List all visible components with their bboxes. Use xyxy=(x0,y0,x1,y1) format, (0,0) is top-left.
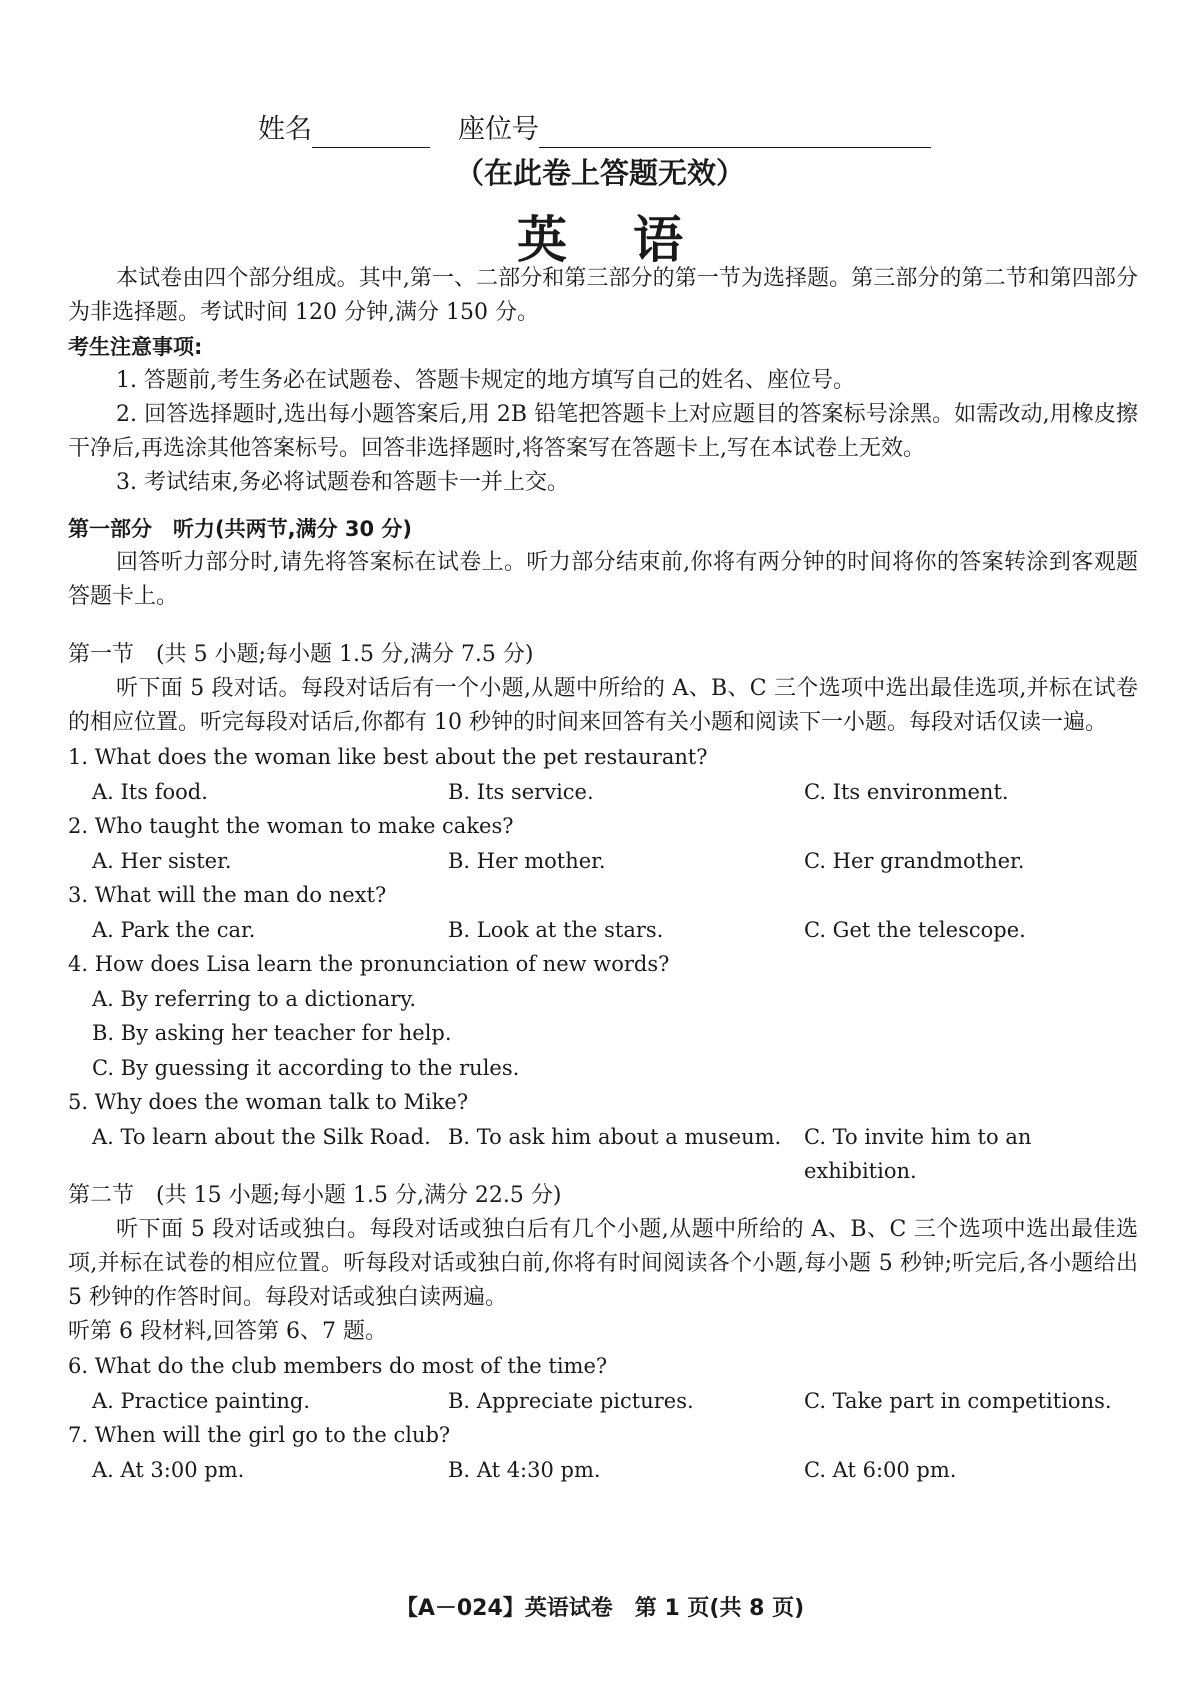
notice-item-3: 3. 考试结束,务必将试题卷和答题卡一并上交。 xyxy=(116,470,569,495)
part1-block xyxy=(68,512,1138,614)
question-6: 6. What do the club members do most of the time? xyxy=(68,1354,608,1378)
intro-paragraph: 本试卷由四个部分组成。其中,第一、二部分和第三部分的第一节为选择题。第三部分的第二节和第四部分为非选择题。考试时间 120 分钟,满分 150 分。 xyxy=(68,266,1138,325)
option-c: C. To invite him to an exhibition. xyxy=(804,1124,1032,1183)
option-b: B. Her mother. xyxy=(448,848,606,873)
question-3-options xyxy=(68,913,1138,948)
question-2: 2. Who taught the woman to make cakes? xyxy=(68,814,514,838)
option-b: B. Its service. xyxy=(448,779,594,804)
notice-item-2: 2. 回答选择题时,选出每小题答案后,用 2B 铅笔把答题卡上对应题目的答案标号涂黑。如需改动,用橡皮擦干净后,再选涂其他答案标号。回答非选择题时,将答案写在答题卡上,写在本试卷上无效。 xyxy=(68,402,1138,461)
question-7-options xyxy=(68,1453,1138,1488)
option-c: C. At 6:00 pm. xyxy=(804,1457,957,1482)
option-b: B. Look at the stars. xyxy=(448,917,664,942)
option-c: C. Take part in competitions. xyxy=(804,1388,1112,1413)
subject-title: 英语 xyxy=(517,211,749,269)
option-c: C. By guessing it according to the rules. xyxy=(92,1055,520,1080)
option-a: A. Her sister. xyxy=(92,848,232,873)
question-5: 5. Why does the woman talk to Mike? xyxy=(68,1090,469,1114)
name-blank xyxy=(312,119,430,148)
name-label: 姓名 xyxy=(258,114,312,145)
option-a: A. Practice painting. xyxy=(92,1388,310,1413)
section1-instruction: 听下面 5 段对话。每段对话后有一个小题,从题中所给的 A、B、C 三个选项中选出最佳选项,并标在试卷的相应位置。听完每段对话后,你都有 10 秒钟的时间来回答有关小题和阅读下一小题。每段对话仅读一遍。 xyxy=(68,676,1138,735)
option-b: B. By asking her teacher for help. xyxy=(92,1021,452,1045)
option-b: B. Appreciate pictures. xyxy=(448,1388,694,1413)
part1-instruction: 回答听力部分时,请先将答案标在试卷上。听力部分结束前,你将有两分钟的时间将你的答案转涂到客观题答题卡上。 xyxy=(68,550,1138,609)
section2-instruction: 听下面 5 段对话或独白。每段对话或独白后有几个小题,从题中所给的 A、B、C 三个选项中选出最佳选项,并标在试卷的相应位置。听每段对话或独白前,你将有时间阅读各个小题,每小题 5 秒钟;听完后,各小题给出 5 秒钟的作答时间。每段对话或独白读两遍。 xyxy=(68,1217,1138,1310)
question-2-options xyxy=(68,844,1138,879)
section1-title: 第一节 (共 5 小题;每小题 1.5 分,满分 7.5 分) xyxy=(68,642,534,667)
invalid-note: （在此卷上答题无效） xyxy=(454,156,745,190)
question-6-options xyxy=(68,1384,1138,1419)
option-a: A. Park the car. xyxy=(92,917,256,942)
seat-blank xyxy=(539,119,931,148)
option-a: A. At 3:00 pm. xyxy=(92,1457,245,1482)
option-c: C. Get the telescope. xyxy=(804,917,1026,942)
option-a: A. To learn about the Silk Road. xyxy=(92,1124,431,1149)
question-3: 3. What will the man do next? xyxy=(68,883,387,907)
question-1-options xyxy=(68,775,1138,810)
option-c: C. Its environment. xyxy=(804,779,1009,804)
option-a: A. By referring to a dictionary. xyxy=(92,986,417,1011)
page-footer: 【A－024】英语试卷 第 1 页(共 8 页) xyxy=(395,1596,805,1621)
option-a: A. Its food. xyxy=(92,779,208,804)
option-b: B. To ask him about a museum. xyxy=(448,1124,782,1149)
section1-block xyxy=(68,638,1138,1189)
notice-item-1: 1. 答题前,考生务必在试题卷、答题卡规定的地方填写自己的姓名、座位号。 xyxy=(116,368,855,393)
option-c: C. Her grandmother. xyxy=(804,848,1025,873)
section2-title: 第二节 (共 15 小题;每小题 1.5 分,满分 22.5 分) xyxy=(68,1183,562,1208)
seat-label: 座位号 xyxy=(458,114,539,145)
part1-title: 第一部分 听力(共两节,满分 30 分) xyxy=(68,517,413,541)
intro-block xyxy=(68,262,1138,500)
notice-title: 考生注意事项: xyxy=(68,335,203,359)
option-b: B. At 4:30 pm. xyxy=(448,1457,601,1482)
material-note: 听第 6 段材料,回答第 6、7 题。 xyxy=(68,1319,387,1344)
question-1: 1. What does the woman like best about the pet restaurant? xyxy=(68,745,708,769)
question-4: 4. How does Lisa learn the pronunciation of new words? xyxy=(68,952,670,976)
section2-block xyxy=(68,1179,1138,1487)
name-seat-row xyxy=(258,112,931,148)
question-7: 7. When will the girl go to the club? xyxy=(68,1423,451,1447)
